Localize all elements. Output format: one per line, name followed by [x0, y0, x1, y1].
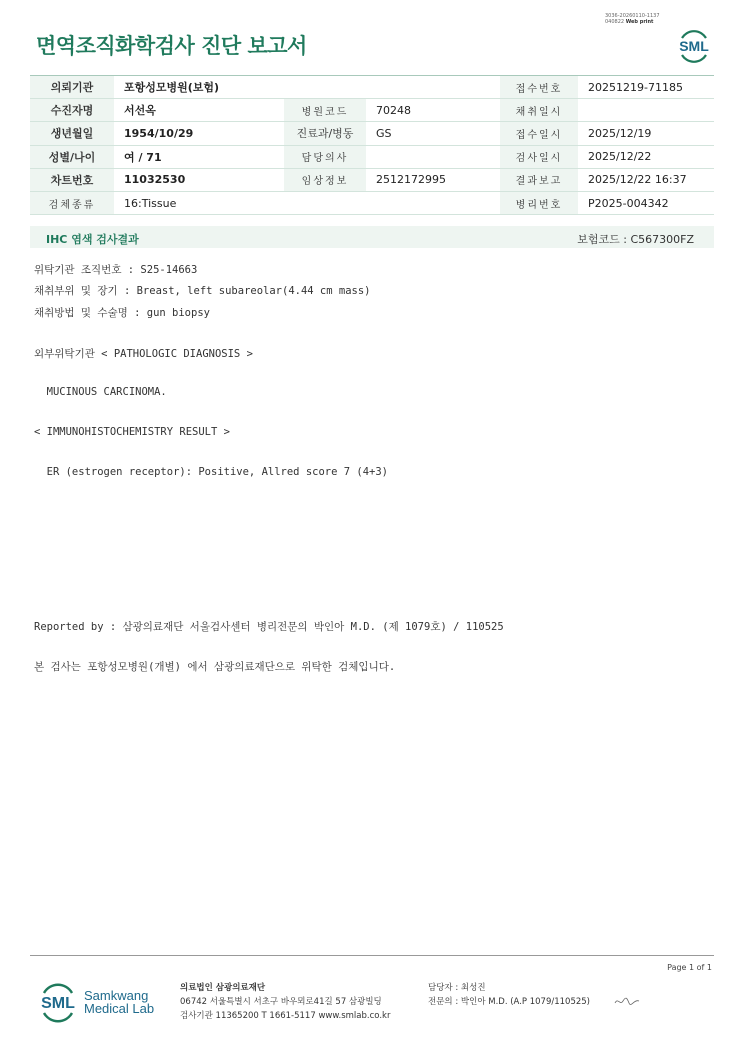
requesting-org-value: 포항성모병원(보험) — [114, 76, 500, 99]
hospital-code-value: 70248 — [366, 99, 500, 122]
department-label: 진료과/병동 — [284, 122, 366, 145]
diagnosis-text: MUCINOUS CARCINOMA. — [34, 386, 167, 398]
sml-footer-logo-icon — [36, 979, 80, 1025]
patient-info-table — [30, 75, 714, 215]
ihc-title: IHC 염색 검사결과 — [46, 233, 139, 246]
collection-date-value — [578, 99, 714, 122]
receipt-number-value: 20251219-71185 — [578, 76, 714, 99]
page-number: Page 1 of 1 — [667, 963, 712, 972]
ihc-result-header — [30, 226, 714, 248]
footer-staff-info — [428, 981, 590, 1009]
report-title: 면역조직화학검사 진단 보고서 — [36, 34, 307, 58]
tissue-number-line: 위탁기관 조직번호 : S25-14663 — [34, 264, 198, 276]
table-row — [30, 76, 714, 99]
pathologic-diagnosis-heading: 외부위탁기관 < PATHOLOGIC DIAGNOSIS > — [34, 348, 253, 360]
pathology-number-value: P2025-004342 — [578, 191, 714, 214]
department-value: GS — [366, 122, 500, 145]
ihc-result-heading: < IMMUNOHISTOCHEMISTRY RESULT > — [34, 426, 230, 438]
birth-date-value: 1954/10/29 — [114, 122, 284, 145]
hospital-code-label: 병원코드 — [284, 99, 366, 122]
specialist-line: 전문의 : 박인아 M.D. (A.P 1079/110525) — [428, 997, 590, 1007]
specimen-type-value: 16:Tissue — [114, 191, 500, 214]
svg-text:SML: SML — [41, 995, 75, 1012]
doctor-label: 담당의사 — [284, 145, 366, 168]
manager-line: 담당자 : 최성진 — [428, 983, 486, 993]
table-row — [30, 168, 714, 191]
clinical-info-label: 임상정보 — [284, 168, 366, 191]
test-date-value: 2025/12/22 — [578, 145, 714, 168]
er-result-text: ER (estrogen receptor): Positive, Allred score 7 (4+3) — [34, 466, 389, 478]
svg-text:SML: SML — [679, 38, 709, 54]
patient-name-label: 수진자명 — [30, 99, 114, 122]
org-contact: 검사기관 11365200 T 1661-5117 www.smlab.co.kr — [180, 1011, 391, 1021]
signature-icon — [614, 995, 640, 1007]
result-report-label: 결과보고 — [500, 168, 578, 191]
patient-name-value: 서선옥 — [114, 99, 284, 122]
specimen-type-label: 검체종류 — [30, 191, 114, 214]
footer-brand — [84, 989, 154, 1015]
chart-number-value: 11032530 — [114, 168, 284, 191]
doctor-value — [366, 145, 500, 168]
print-code — [605, 13, 660, 25]
birth-date-label: 생년월일 — [30, 122, 114, 145]
print-code-line1: 3036-20260110-1137 — [605, 13, 660, 19]
clinical-info-value: 2512172995 — [366, 168, 500, 191]
collection-method-line: 채취방법 및 수술명 : gun biopsy — [34, 307, 210, 319]
web-print-label: Web print — [625, 19, 654, 25]
requesting-org-label: 의뢰기관 — [30, 76, 114, 99]
table-row — [30, 191, 714, 214]
table-row — [30, 145, 714, 168]
receipt-number-label: 접수번호 — [500, 76, 578, 99]
pathology-number-label: 병리번호 — [500, 191, 578, 214]
sml-logo-icon — [674, 26, 714, 64]
print-code-line2: 040822 — [605, 19, 625, 25]
org-address: 06742 서울특별시 서초구 바우뫼로41길 57 삼광빌딩 — [180, 997, 382, 1007]
brand-line2: Medical Lab — [84, 1001, 155, 1016]
referral-note: 본 검사는 포항성모병원(개별) 에서 삼광의료재단으로 위탁한 검체입니다. — [34, 661, 396, 673]
table-row — [30, 99, 714, 122]
org-name: 의료법인 삼광의료재단 — [180, 983, 266, 993]
table-row — [30, 122, 714, 145]
collection-site-line: 채취부위 및 장기 : Breast, left subareolar(4.44 cm mass) — [34, 285, 371, 297]
collection-date-label: 채취일시 — [500, 99, 578, 122]
chart-number-label: 차트번호 — [30, 168, 114, 191]
brand-line1: Samkwang — [84, 988, 149, 1003]
sex-age-label: 성별/나이 — [30, 145, 114, 168]
insurance-code: 보험코드 : C567300FZ — [577, 233, 694, 246]
receipt-date-label: 접수일시 — [500, 122, 578, 145]
sex-age-value: 여 / 71 — [114, 145, 284, 168]
footer-org-info — [180, 981, 390, 1023]
test-date-label: 검사일시 — [500, 145, 578, 168]
receipt-date-value: 2025/12/19 — [578, 122, 714, 145]
footer-divider — [30, 955, 714, 956]
result-report-value: 2025/12/22 16:37 — [578, 168, 714, 191]
reported-by-line: Reported by : 삼광의료재단 서울검사센터 병리전문의 박인아 M.D. (제 1079호) / 110525 — [34, 621, 504, 633]
